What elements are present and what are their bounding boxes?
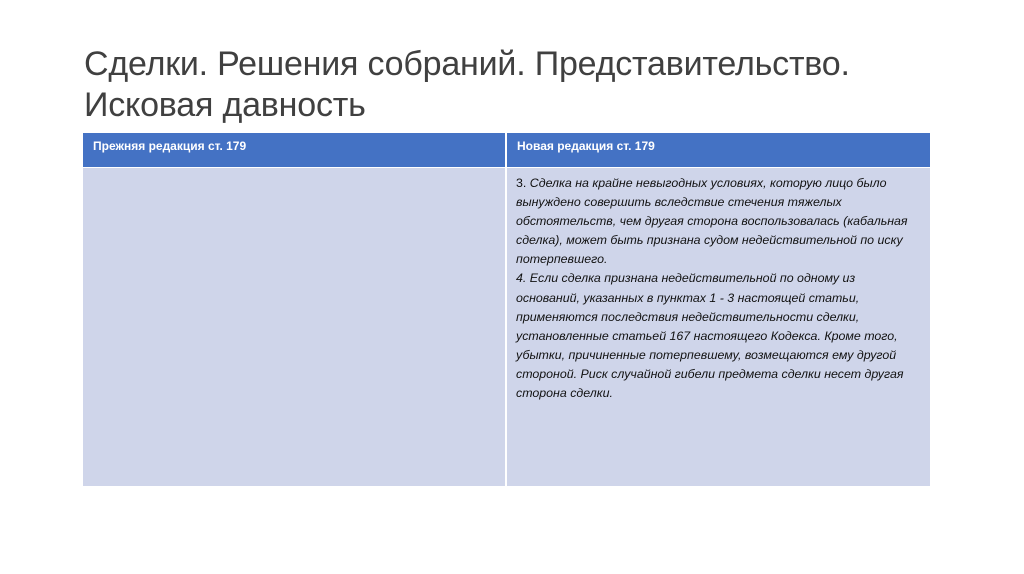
cell-new-edition [507,168,930,486]
paragraph-4 [516,269,922,403]
header-new-edition: Новая редакция ст. 179 [507,133,930,167]
cell-old-edition [83,168,505,486]
paragraph-text: 4. Если сделка признана недействительной по одному из оснований, указанных в пунктах 1 - 3 настоящей статьи, применяются последствия недействительности сделки, установленные статьей 167 настоящего Кодекса. Кроме того, убытки, причиненные потерпевшему, возмещаются ему другой стороной. Риск случайной гибели предмета сделки несет другая сторона сделки. [516,271,904,401]
paragraph-3 [516,174,922,269]
comparison-table [83,133,930,486]
paragraph-number: 3. [516,176,527,190]
slide-title: Сделки. Решения собраний. Представительство. Исковая давность [84,45,850,124]
old-edition-text [83,168,505,174]
header-old-edition: Прежняя редакция ст. 179 [83,133,505,167]
paragraph-text: Сделка на крайне невыгодных условиях, которую лицо было вынуждено совершить вследствие стечения тяжелых обстоятельств, чем другая сторона воспользовалась (кабальная сделка), может быть признана судом недействительной по иску потерпевшего. [516,176,908,267]
new-edition-text [507,168,930,403]
